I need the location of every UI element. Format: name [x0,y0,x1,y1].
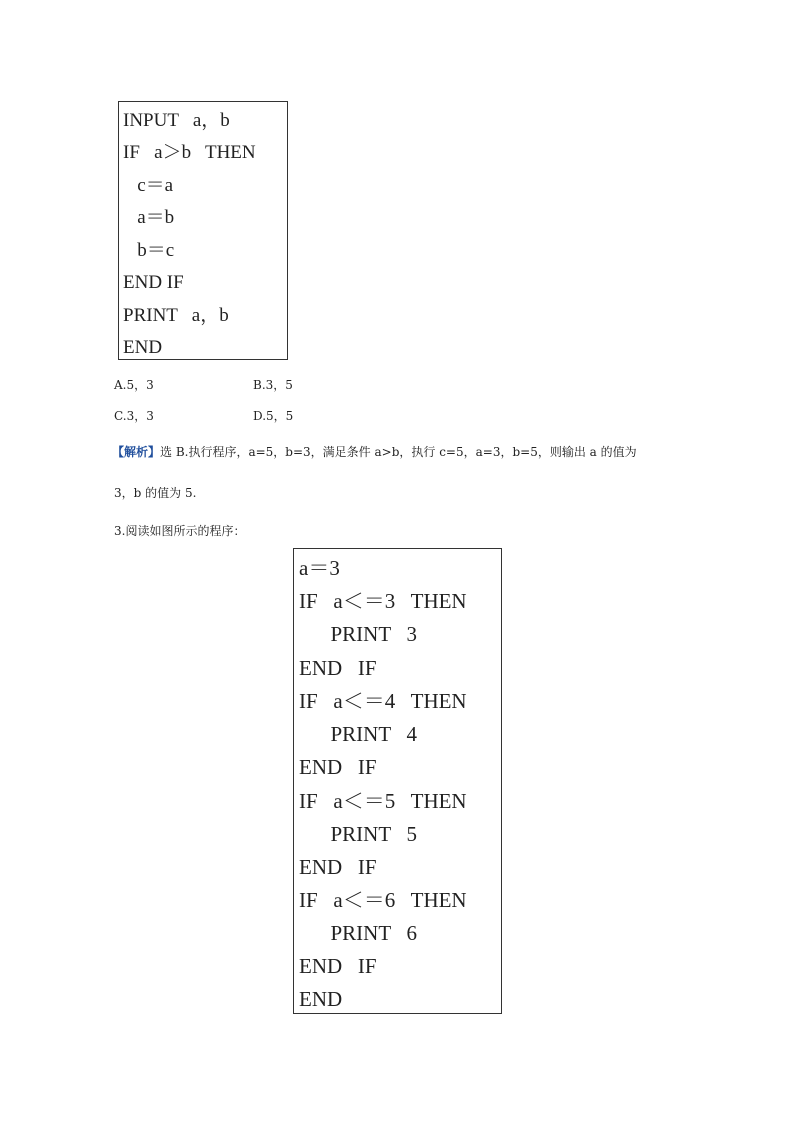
code-line: INPUT a，b [123,110,230,131]
question-3-title: 3.阅读如图所示的程序： [114,524,246,538]
code-line: b＝c [123,240,175,261]
code-line: END IF [299,855,377,879]
analysis-text: 选 B.执行程序，a=5，b=3，满足条件 a>b，执行 c=5，a=3，b=5，则输出 a 的值为 [160,445,637,459]
code-line: IF a＜＝4 THEN [299,689,467,713]
code-line: PRINT a，b [123,305,229,326]
analysis-line-2: 3，b 的值为 5. [114,486,197,500]
code-line: IF a＜＝3 THEN [299,589,467,613]
code-line: IF a＜＝5 THEN [299,789,467,813]
code-line: END IF [299,656,377,680]
code-line: PRINT 6 [299,921,418,945]
program-box-2 [293,548,502,1014]
code-line: PRINT 5 [299,822,418,846]
code-line: END [123,337,163,358]
code-line: a＝3 [299,556,340,580]
code-line: PRINT 4 [299,722,418,746]
analysis-tag: 【解析】 [112,445,161,459]
option-c: C.3，3 [114,409,154,423]
analysis-line-1 [112,443,637,460]
option-b: B.3，5 [253,378,293,392]
option-d: D.5，5 [253,409,294,423]
code-line: END IF [299,954,377,978]
code-line: END [299,987,343,1011]
code-line: IF a＜＝6 THEN [299,888,467,912]
code-line: a＝b [123,207,175,228]
code-line: PRINT 3 [299,622,418,646]
program-box-1 [118,101,288,360]
code-line: END IF [123,272,184,293]
code-line: IF a＞b THEN [123,142,256,163]
option-a: A.5，3 [114,378,154,392]
code-line: END IF [299,755,377,779]
code-line: c＝a [123,175,174,196]
